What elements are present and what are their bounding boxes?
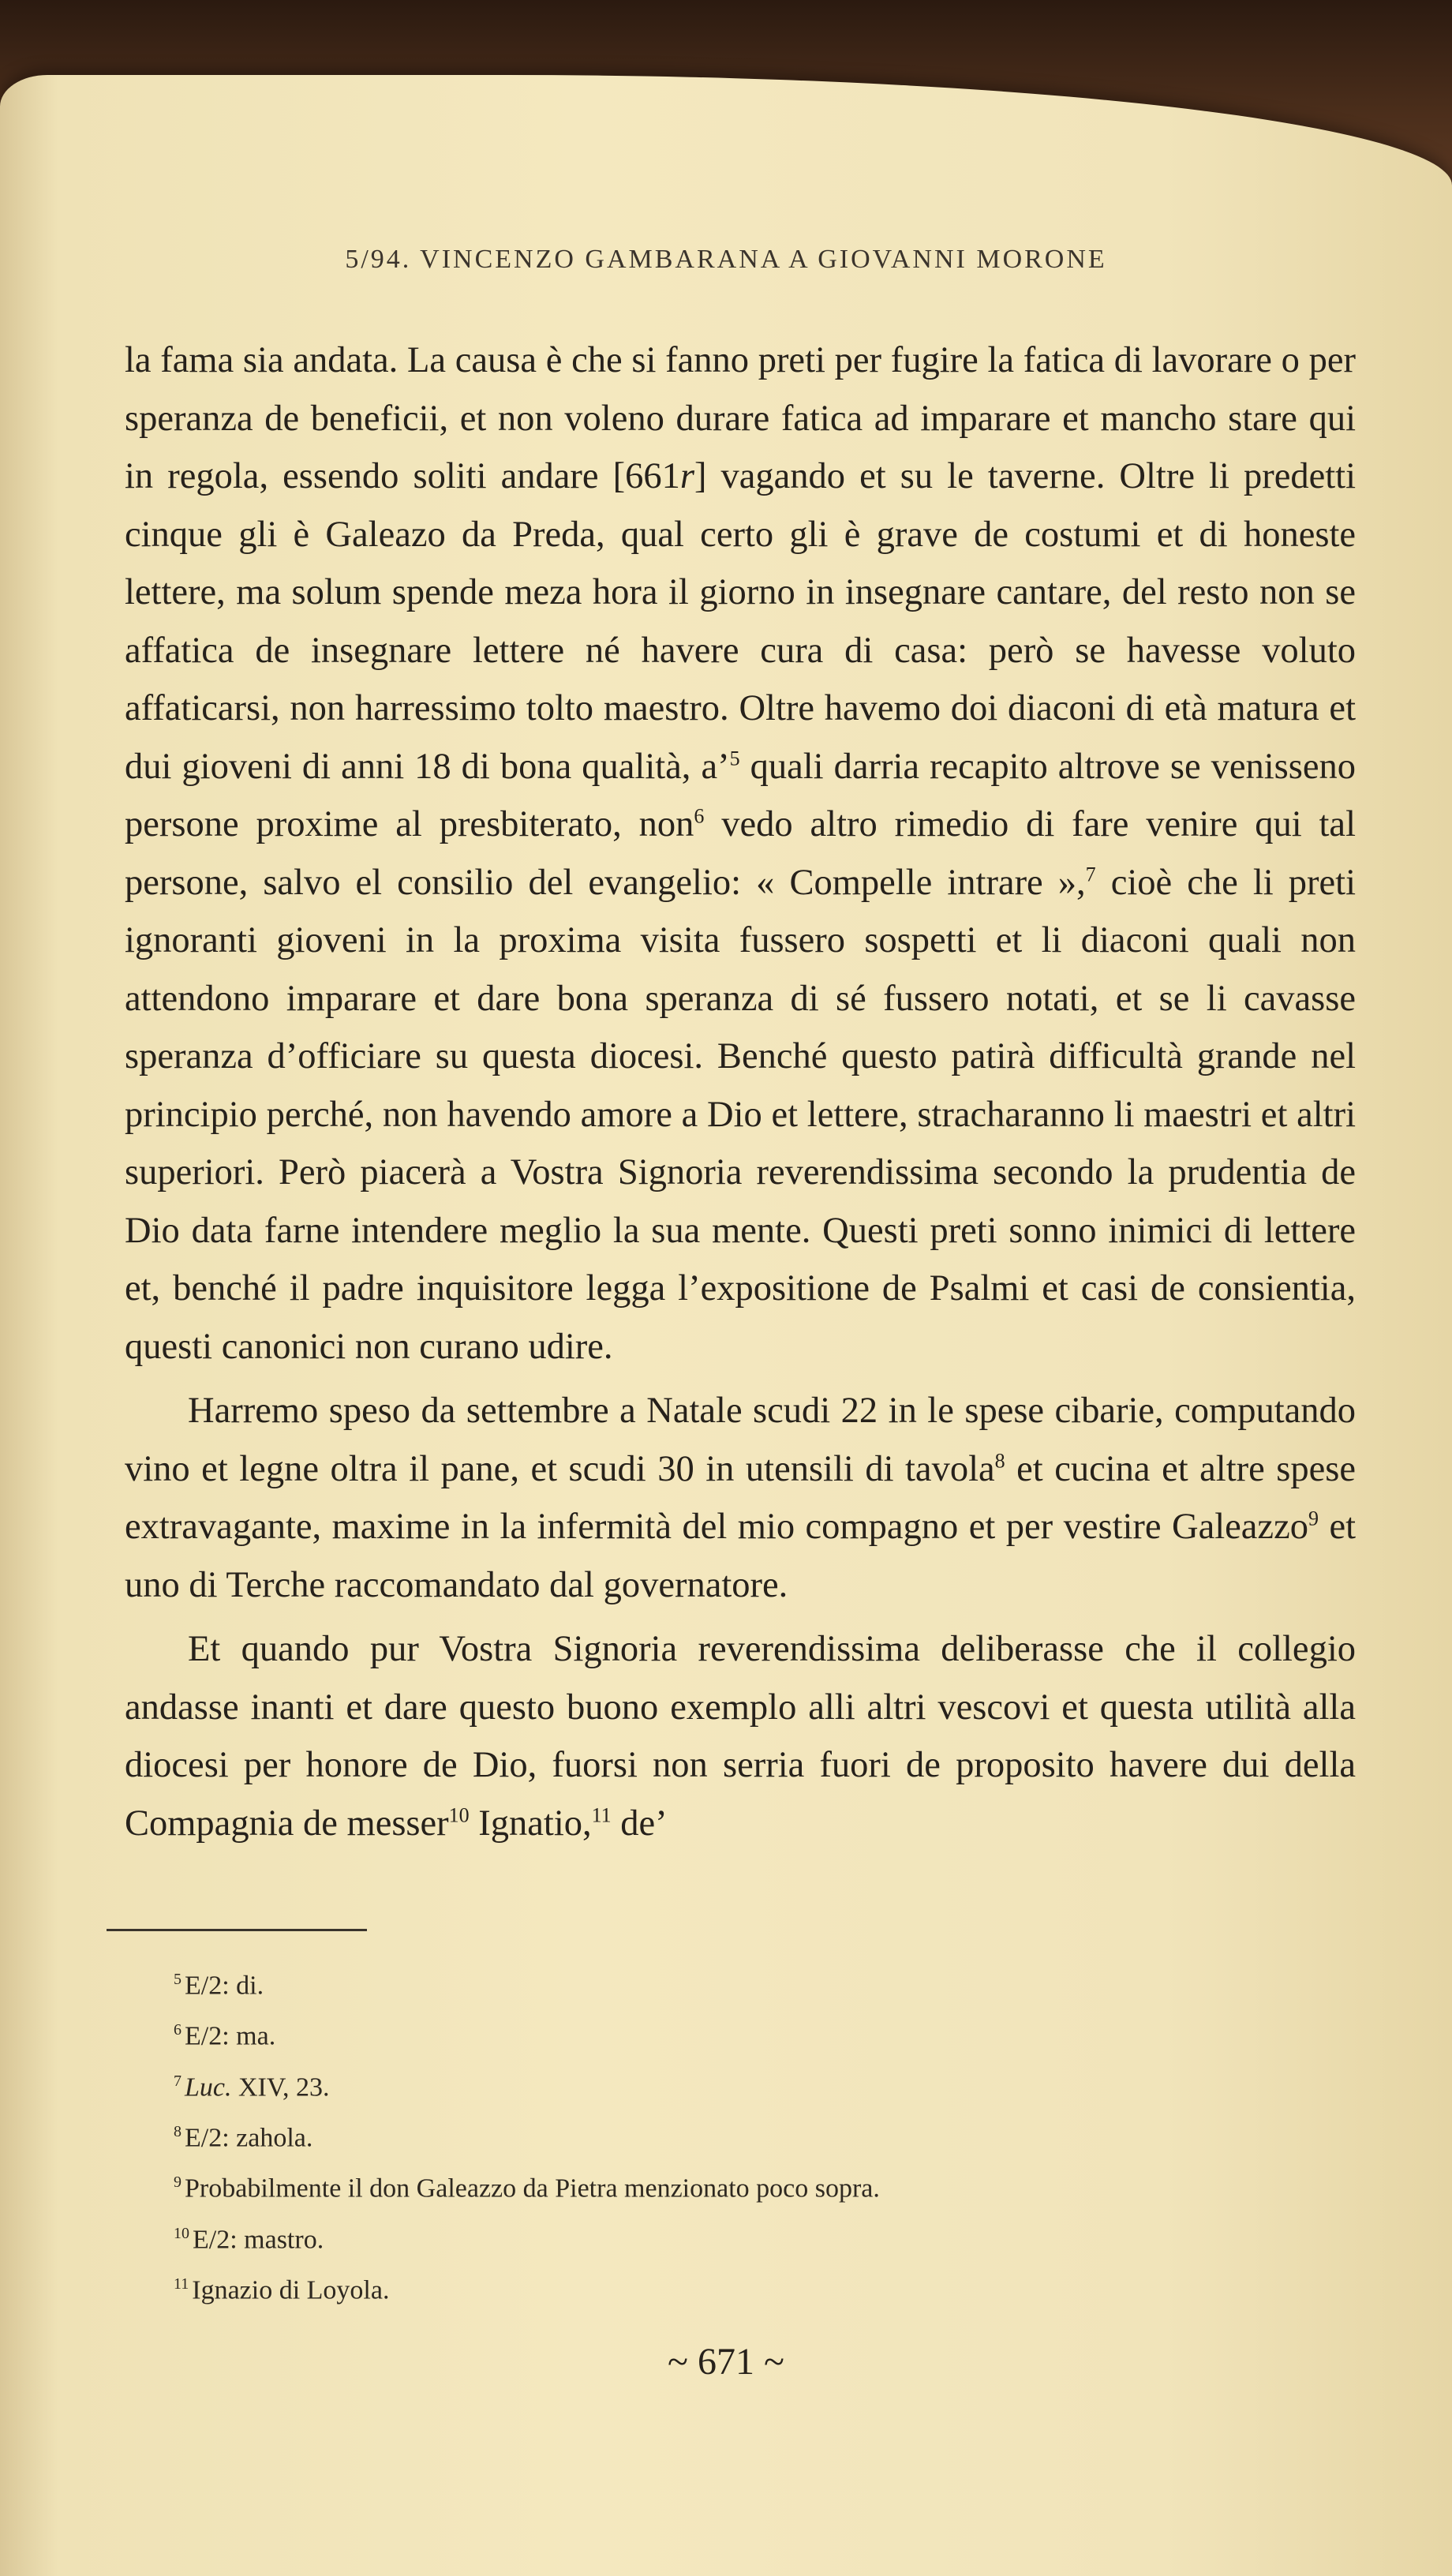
footnote-7 (174, 2059, 1278, 2110)
text-segment: Harremo speso da settembre a Natale scudi 22 in le spese cibarie, computando vino et legne oltra il pane, et scudi 30 in utensili di tavola (125, 1391, 1356, 1489)
running-header: 5/94. VINCENZO GAMBARANA A GIOVANNI MORONE (345, 245, 1107, 274)
italic-folio-mark: r (679, 456, 694, 496)
text-segment: et cucina et altre spese extravagante, maxime in la infermità del mio compagno et per vestire Galeazzo (125, 1448, 1356, 1547)
text-segment: Et quando pur Vostra Signoria reverendissima deliberasse che il collegio andasse inanti et dare questo buono exemplo alli altri vescovi et questa utilità alla diocesi per honore de Dio, fuorsi non serria fuori de proposito havere dui della Compagnia de messer (125, 1629, 1356, 1844)
footnote-number: 11 (174, 2275, 189, 2293)
footnote-text: E/2: di. (185, 1971, 264, 2001)
footnote-number: 10 (174, 2224, 189, 2242)
text-segment: ] vagando et su le taverne. Oltre li predetti cinque gli è Galeazo da Preda, qual certo gli è grave de costumi et di honeste lettere, ma solum spende meza hora il giorno in insegnare cantare, del resto non se affatica de insegnare lettere né havere cura di casa: però se havesse voluto affaticarsi, non harressimo tolto maestro. Oltre havemo doi diaconi di età matura et dui gioveni di anni 18 di bona qualità, a’ (125, 456, 1357, 787)
footnote-text: E/2: mastro. (193, 2224, 324, 2254)
text-segment: cioè che li preti ignoranti gioveni in la proxima visita fussero sospetti et li diaconi quali non attendono imparare et dare bona speranza di sé fussero notati, et se li cavasse speranza d’officiare su questa diocesi. Benché questo patirà difficultà grande nel principio perché, non havendo amore a Dio et lettere, stracharanno li maestri et altri superiori. Però piacerà a Vostra Signoria reverendissima secondo la prudentia de Dio data farne intendere meglio la sua mente. Questi preti sonno inimici di lettere et, benché il padre inquisitore legga l’expositione de Psalmi et casi de consientia, questi canonici non curano udire. (125, 862, 1356, 1367)
text-segment: la fama sia andata. La causa è che si fanno preti per fugire la fatica di lavorare o per speranza de beneficii, et non voleno durare fatica ad imparare et mancho stare qui in regola, essendo soliti andare [661 (125, 340, 1356, 496)
footnote-number: 7 (174, 2072, 182, 2090)
footnote-number: 6 (174, 2021, 182, 2039)
footnote-number: 8 (174, 2122, 182, 2140)
footnote-text: XIV, 23. (231, 2072, 330, 2102)
footnote-ref-9[interactable]: 9 (1308, 1507, 1319, 1530)
footnote-italic-source: Luc. (185, 2072, 232, 2102)
text-segment: vedo altro rimedio di fare venire qui tal persone, salvo el consilio del evangelio: « Compelle intrare », (125, 804, 1356, 903)
text-segment: et uno di Terche raccomandato dal governatore. (125, 1507, 1357, 1605)
text-segment: de’ (611, 1803, 668, 1844)
footnote-number: 5 (174, 1971, 182, 1988)
page-number: ~ 671 ~ (668, 2341, 784, 2383)
footnote-ref-5[interactable]: 5 (729, 747, 740, 769)
footnote-ref-10[interactable]: 10 (448, 1803, 470, 1826)
text-segment: Ignatio, (469, 1803, 592, 1844)
footnote-separator (107, 1929, 367, 1931)
footnote-text: E/2: ma. (185, 2021, 276, 2051)
main-text (125, 331, 1356, 1852)
footnote-ref-11[interactable]: 11 (591, 1803, 612, 1826)
paragraph-1 (125, 331, 1356, 1376)
footnote-ref-7[interactable]: 7 (1085, 863, 1096, 886)
footnote-6 (174, 2008, 1278, 2058)
footnote-text: Ignazio di Loyola. (192, 2275, 390, 2305)
footnotes (174, 1957, 1278, 2312)
paragraph-2 (125, 1382, 1356, 1614)
footnote-8 (174, 2110, 1278, 2160)
footnote-ref-6[interactable]: 6 (694, 804, 705, 828)
footnote-9 (174, 2160, 1278, 2211)
footnote-text: E/2: zahola. (185, 2123, 313, 2153)
footnote-ref-8[interactable]: 8 (994, 1449, 1005, 1472)
footnote-number: 9 (174, 2174, 182, 2192)
paragraph-3 (125, 1620, 1356, 1852)
footnote-text: Probabilmente il don Galeazzo da Pietra menzionato poco sopra. (185, 2174, 880, 2203)
footnote-10 (174, 2211, 1278, 2262)
text-segment: quali darria recapito altrove se venisseno persone proxime al presbiterato, non (125, 746, 1357, 844)
footnote-5 (174, 1957, 1278, 2008)
footnote-11 (174, 2262, 1278, 2312)
